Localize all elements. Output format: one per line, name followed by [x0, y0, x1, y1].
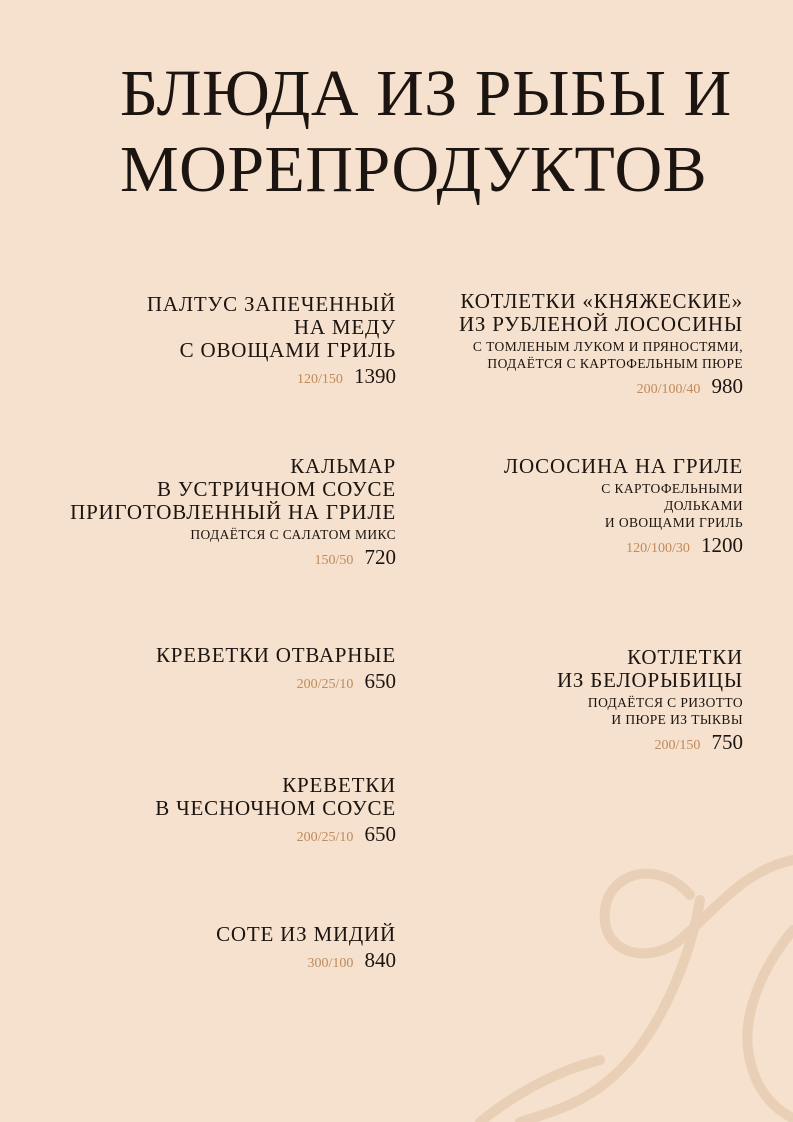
menu-item-boiled-shrimp	[0, 644, 396, 694]
menu-item-weight: 200/25/10	[296, 830, 354, 845]
menu-item-weight: 200/150	[654, 738, 701, 753]
menu-item-garlic-shrimp	[0, 774, 396, 847]
menu-item-price: 650	[364, 669, 396, 693]
menu-item-price-row	[343, 533, 743, 558]
menu-item-price: 750	[711, 730, 743, 754]
page-title	[120, 56, 780, 208]
menu-item-weight: 300/100	[307, 956, 354, 971]
menu-item-description: ПОДАЁТСЯ С РИЗОТТО И ПЮРЕ ИЗ ТЫКВЫ	[587, 695, 743, 727]
menu-item-price: 650	[364, 822, 396, 846]
menu-item-price: 980	[711, 374, 743, 398]
menu-item-price: 1390	[354, 364, 396, 388]
menu-item-price: 720	[364, 545, 396, 569]
menu-item-halibut	[0, 293, 396, 389]
menu-item-weight: 200/25/10	[296, 677, 354, 692]
menu-item-whitefish-cutlets	[343, 646, 743, 755]
page-title-line-2: МОРЕПРОДУКТОВ	[120, 133, 708, 206]
menu-item-price-row	[0, 948, 396, 973]
menu-item-weight: 200/100/40	[636, 382, 701, 397]
menu-item-price-row	[0, 364, 396, 389]
menu-item-price-row	[343, 730, 743, 755]
menu-item-name: КОТЛЕТКИ «КНЯЖЕСКИЕ» ИЗ РУБЛЕНОЙ ЛОСОСИНЫ	[458, 289, 743, 336]
menu-item-weight: 150/50	[314, 553, 354, 568]
page-title-line-1: БЛЮДА ИЗ РЫБЫ И	[120, 57, 732, 130]
menu-item-squid	[0, 455, 396, 570]
menu-item-price-row	[0, 822, 396, 847]
menu-item-name: КРЕВЕТКИ В ЧЕСНОЧНОМ СОУСЕ	[155, 773, 396, 820]
menu-item-name: КОТЛЕТКИ ИЗ БЕЛОРЫБИЦЫ	[556, 645, 743, 692]
menu-item-mussel-saute	[0, 923, 396, 973]
menu-item-weight: 120/100/30	[626, 541, 690, 556]
menu-item-description: С ТОМЛЕНЫМ ЛУКОМ И ПРЯНОСТЯМИ, ПОДАЁТСЯ С КАРТОФЕЛЬНЫМ ПЮРЕ	[472, 339, 743, 371]
menu-item-price-row	[0, 669, 396, 694]
menu-item-grilled-salmon	[343, 455, 743, 558]
menu-item-name: КАЛЬМАР В УСТРИЧНОМ СОУСЕ ПРИГОТОВЛЕННЫЙ НА ГРИЛЕ	[70, 454, 396, 524]
menu-item-name: СОТЕ ИЗ МИДИЙ	[216, 922, 396, 946]
menu-item-salmon-cutlets	[343, 290, 743, 399]
menu-item-name: ЛОСОСИНА НА ГРИЛЕ	[503, 454, 743, 478]
menu-item-name: ПАЛТУС ЗАПЕЧЕННЫЙ НА МЕДУ С ОВОЩАМИ ГРИЛЬ	[146, 292, 396, 362]
menu-item-price-row	[343, 374, 743, 399]
menu-item-price: 840	[364, 948, 396, 972]
menu-item-description: ПОДАЁТСЯ С САЛАТОМ МИКС	[190, 527, 396, 542]
menu-item-price: 1200	[701, 533, 743, 557]
menu-item-weight: 120/150	[297, 372, 343, 387]
menu-item-description: С КАРТОФЕЛЬНЫМИ ДОЛЬКАМИ И ОВОЩАМИ ГРИЛЬ	[601, 481, 743, 530]
menu-item-name: КРЕВЕТКИ ОТВАРНЫЕ	[155, 643, 396, 667]
menu-item-price-row	[0, 545, 396, 570]
